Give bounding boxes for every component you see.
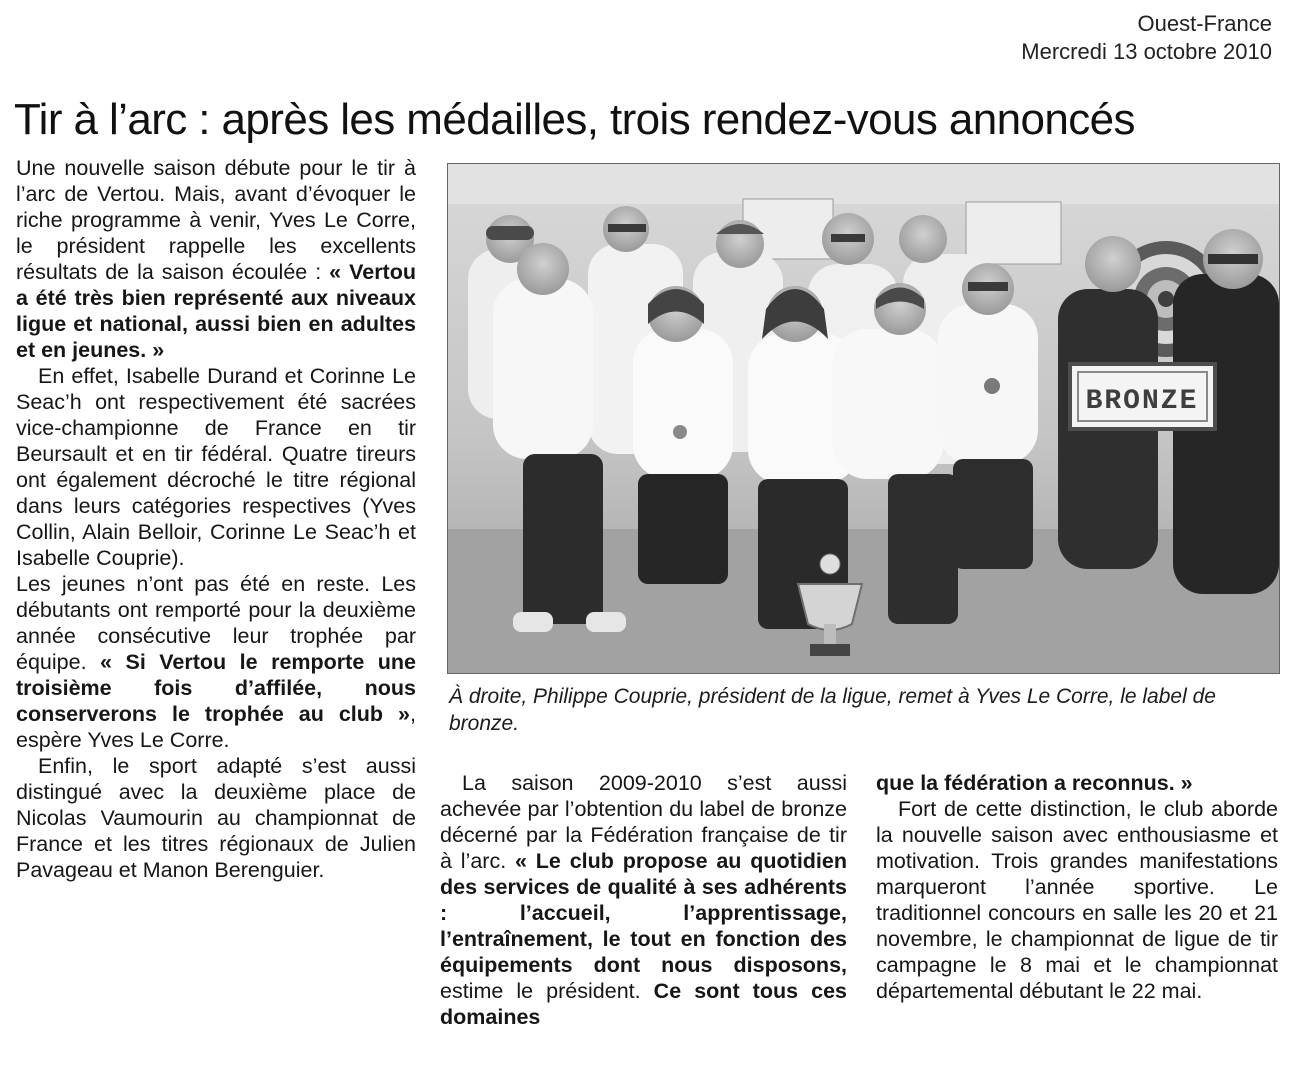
paragraph-results: En effet, Isabelle Durand et Corinne Le Seac’h ont respectivement été sacrées vice-championne de France en tir Beursault et en tir fédéral. Quatre tireurs ont également décroché le titre régional dans leurs catégories respectives (Yves Collin, Alain Belloir, Corinne Le Seac’h et Isabelle Couprie).	[16, 364, 416, 570]
headline: Tir à l’arc : après les médailles, trois rendez-vous annoncés	[14, 95, 1135, 144]
ceiling-band	[448, 164, 1279, 204]
article-column-2	[440, 770, 847, 1030]
club-quote: « Le club propose au quotidien des services de qualité à ses adhérents : l’accueil, l’apprentissage, l’entraînement, le tout en fonction des équipements dont nous disposons,	[440, 849, 847, 977]
article-column-3	[876, 770, 1278, 1004]
bronze-banner	[1070, 364, 1215, 429]
paragraph-label	[440, 770, 847, 1030]
bronze-banner-text: BRONZE	[1085, 386, 1199, 417]
intro-text: Une nouvelle saison débute pour le tir à l’arc de Vertou. Mais, avant d’évoquer le riche programme à venir, Yves Le Corre, le président rappelle les excellents résultats de la saison écoulée :	[16, 156, 416, 284]
newspaper-name: Ouest-France	[1137, 11, 1272, 36]
photo-caption: À droite, Philippe Couprie, président de la ligue, remet à Yves Le Corre, le label de bronze.	[449, 685, 1216, 735]
paragraph-events: Fort de cette distinction, le club aborde la nouvelle saison avec enthousiasme et motivation. Trois grandes manifestations marqueront l’année sportive. Le traditionnel concours en salle les 20 et 21 novembre, le championnat de ligue de tir campagne le 8 mai et le championnat départemental débutant le 22 mai.	[876, 797, 1278, 1003]
target-board-right	[966, 202, 1061, 264]
club-quote-end: que la fédération a reconnus. »	[876, 771, 1193, 795]
club-quote-continued: Ce sont tous ces domaines	[440, 979, 847, 1029]
quote-ending	[876, 770, 1278, 796]
paragraph-adapted-sport: Enfin, le sport adapté s’est aussi distingué avec la deuxième place de Nicolas Vaumourin au championnat de France et les titres régionaux de Julien Pavageau et Manon Berenguier.	[16, 754, 416, 882]
article-column-1	[16, 155, 416, 883]
masthead	[1021, 10, 1272, 66]
team-photo-illustration	[448, 164, 1279, 673]
label-text: La saison 2009-2010 s’est aussi achevée par l’obtention du label de bronze décerné par la Fédération française de tir à l’arc.	[440, 771, 847, 873]
team-photo	[447, 163, 1280, 674]
paragraph-intro	[16, 155, 416, 363]
paragraph-youth	[16, 571, 416, 753]
president-quote: « Vertou a été très bien représenté aux niveaux ligue et national, aussi bien en adultes et en jeunes. »	[16, 260, 416, 362]
publication-date: Mercredi 13 octobre 2010	[1021, 39, 1272, 64]
attribution-text: estime le président.	[440, 979, 654, 1003]
youth-text: Les jeunes n’ont pas été en reste. Les débutants ont remporté pour la deuxième année consécutive leur trophée par équipe.	[16, 572, 416, 674]
trophy-quote: « Si Vertou le remporte une troisième fois d’affilée, nous conserverons le trophée au club »	[16, 650, 416, 726]
youth-tail: , espère Yves Le Corre.	[16, 702, 416, 752]
